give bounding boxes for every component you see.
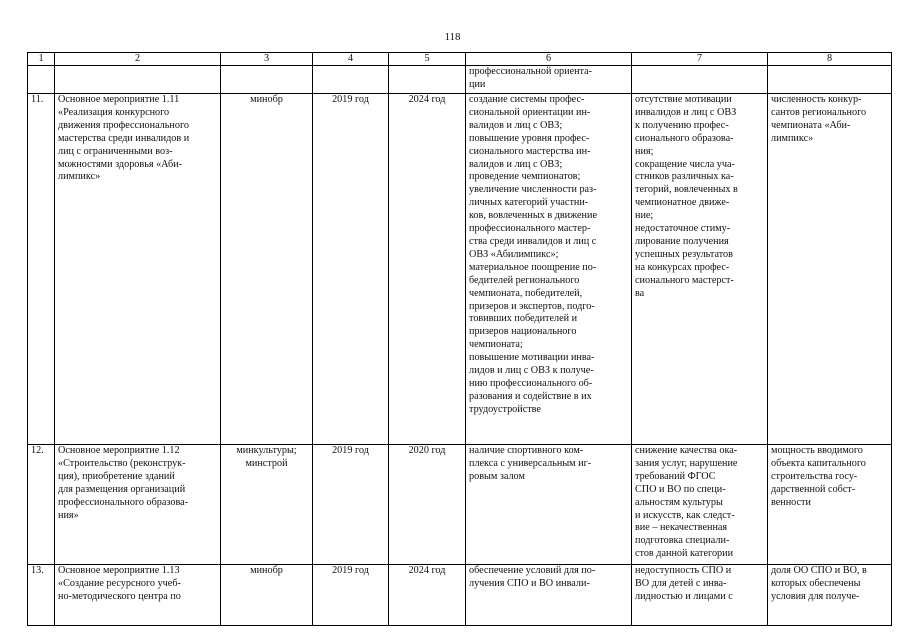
column-number: 1 (28, 53, 55, 66)
indicators-cell: мощность вводимого объекта капитального строительства госу- дарственной собст- венности (768, 445, 892, 565)
result-cell: обеспечение условий для по- лучения СПО и ВО инвали- (466, 565, 632, 626)
executor-cell (221, 66, 313, 94)
consequences-cell: отсутствие мотивации инвалидов и лиц с ОВЗ к получению профес- сионального образова- ния; сокращение числа уча- стников различных ка- тегорий, вовлеченных в чемпионатное движе- ние; недостаточное стиму- лирование получения успешных результатов на конкурсах профес- сионального мастерст- ва (632, 94, 768, 445)
consequences-cell: снижение качества ока- зания услуг, нарушение требований ФГОС СПО и ВО по специ- альностям культуры и искусств, как следст- вие – некачественная подготовка специали- стов данной категории (632, 445, 768, 565)
column-number: 6 (466, 53, 632, 66)
executor-cell: минобр (221, 94, 313, 445)
executor-cell: минобр (221, 565, 313, 626)
measure-cell: Основное мероприятие 1.12 «Строительство (реконструк- ция), приобретение зданий для размещения организаций профессионального образова- ния» (55, 445, 221, 565)
measure-cell (55, 66, 221, 94)
consequences-cell (632, 66, 768, 94)
consequences-cell: недоступность СПО и ВО для детей с инва- лидностью и лицами с (632, 565, 768, 626)
table-row (28, 66, 892, 94)
row-number-cell: 11. (28, 94, 55, 445)
measure-cell: Основное мероприятие 1.13 «Создание ресурсного учеб- но-методического центра по (55, 565, 221, 626)
result-cell: создание системы профес- сиональной ориентации ин- валидов и лиц с ОВЗ; повышение уровня профес- сионального мастерства ин- валидов и лиц с ОВЗ; проведение чемпионатов; увеличение численности раз- личных категорий участни- ков, вовлеченных в движение профессионального мастер- ства среди инвалидов и лиц с ОВЗ «Абилимпикс»; материальное поощрение по- бедителей регионального чемпионата, победителей, призеров и экспертов, подго- товивших победителей и призеров национального чемпионата; повышение мотивации инва- лидов и лиц с ОВЗ к получе- нию профессионального об- разования и содействие в их трудоустройстве (466, 94, 632, 445)
indicators-cell: доля ОО СПО и ВО, в которых обеспечены условия для получе- (768, 565, 892, 626)
column-number: 3 (221, 53, 313, 66)
table-row (28, 445, 892, 565)
column-number: 4 (313, 53, 389, 66)
executor-cell: минкультуры; минстрой (221, 445, 313, 565)
indicators-cell: численность конкур- сантов регионального чемпионата «Аби- лимпикс» (768, 94, 892, 445)
table-row (28, 565, 892, 626)
end-cell (389, 66, 466, 94)
row-number-cell (28, 66, 55, 94)
end-cell: 2024 год (389, 94, 466, 445)
result-cell: наличие спортивного ком- плекса с универсальным иг- ровым залом (466, 445, 632, 565)
column-number: 2 (55, 53, 221, 66)
end-cell: 2020 год (389, 445, 466, 565)
measure-cell: Основное мероприятие 1.11 «Реализация конкурсного движения профессионального мастерства среди инвалидов и лиц с ограниченными воз- можностями здоровья «Аби- лимпикс» (55, 94, 221, 445)
end-cell: 2024 год (389, 565, 466, 626)
page-number: 118 (444, 31, 461, 43)
column-number: 8 (768, 53, 892, 66)
start-cell: 2019 год (313, 94, 389, 445)
table-row (28, 94, 892, 445)
start-cell: 2019 год (313, 445, 389, 565)
start-cell: 2019 год (313, 565, 389, 626)
start-cell (313, 66, 389, 94)
column-number: 7 (632, 53, 768, 66)
indicators-cell (768, 66, 892, 94)
row-number-cell: 13. (28, 565, 55, 626)
row-number-cell: 12. (28, 445, 55, 565)
program-measures-table (27, 52, 892, 626)
column-number-row (28, 53, 892, 66)
result-cell: профессиональной ориента- ции (466, 66, 632, 94)
column-number: 5 (389, 53, 466, 66)
